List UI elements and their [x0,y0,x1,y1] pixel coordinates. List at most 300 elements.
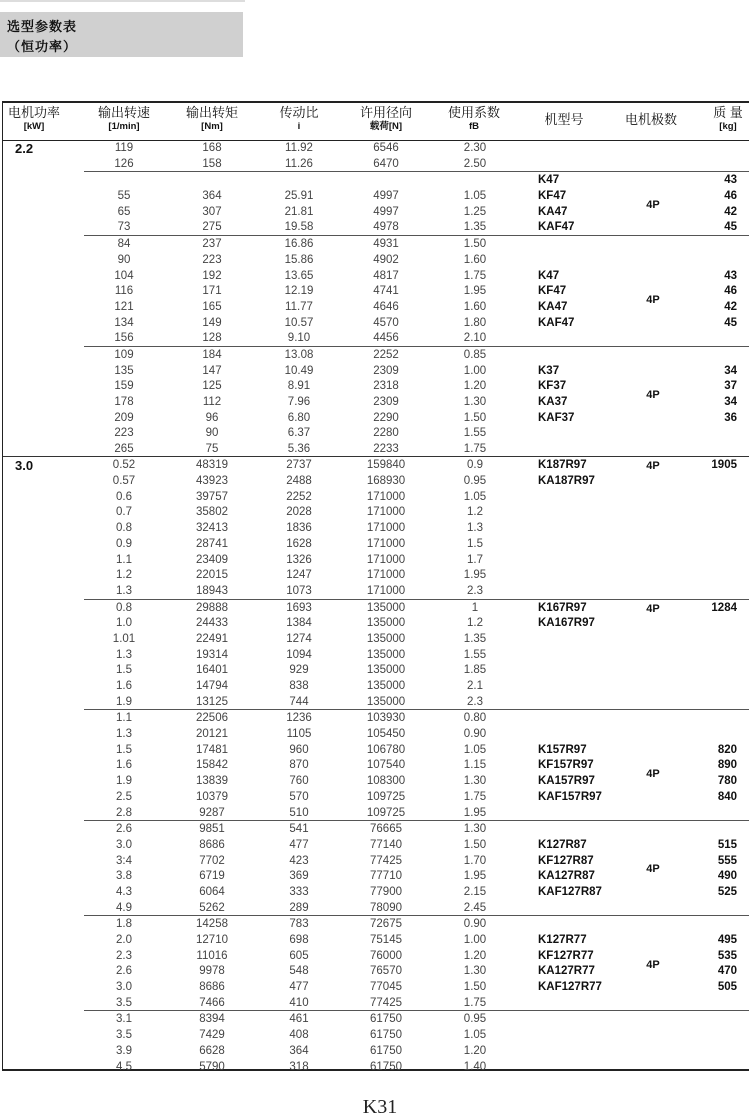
model-name: KA127R87 [538,870,595,883]
table-row [84,1043,749,1059]
ratio-cell: 1105 [286,728,312,741]
header-service-factor [448,106,500,133]
model-group [84,346,749,457]
ratio-cell: 19.58 [284,221,314,234]
table-row [84,805,749,821]
table-row [84,694,749,710]
motor-poles-value: 4P [646,863,660,876]
torque-cell: 237 [202,238,222,251]
service-factor-cell: 2.3 [467,584,483,597]
radial-load-cell: 4978 [373,221,399,234]
service-factor-cell: 2.10 [463,332,487,345]
header-mass [713,106,743,133]
ratio-cell: 605 [289,949,309,962]
speed-cell: 223 [114,427,134,440]
speed-cell: 2.6 [116,965,132,978]
model-name: K47 [538,174,560,187]
page-number: K31 [362,1096,398,1118]
service-factor-cell: 1.80 [463,316,487,329]
radial-load-cell: 105450 [366,728,406,741]
radial-load-cell: 4997 [373,190,399,203]
model-name: KAF157R97 [538,790,602,803]
torque-cell: 5790 [199,1060,225,1073]
torque-cell: 24433 [196,617,228,630]
header-unit: 载荷[N] [369,121,403,132]
radial-load-cell: 4902 [373,253,399,266]
speed-cell: 135 [114,364,134,377]
speed-cell: 1.9 [116,775,132,788]
mass-value: 515 [717,838,737,851]
speed-cell: 156 [114,332,134,345]
radial-load-cell: 76000 [370,949,402,962]
header-ratio [279,106,318,133]
model-group [84,235,749,346]
service-factor-cell: 1 [471,601,479,614]
speed-cell: 3.9 [116,1044,132,1057]
torque-cell: 32413 [196,522,228,535]
torque-cell: 275 [202,221,222,234]
radial-load-cell: 2252 [373,348,399,361]
model-name: K127R77 [538,934,587,947]
model-name: KAF47 [538,316,575,329]
ratio-cell: 318 [289,1060,309,1073]
radial-load-cell: 77045 [370,981,402,994]
radial-load-cell: 171000 [366,506,406,519]
speed-cell: 3:4 [116,854,132,867]
table-row [84,916,749,932]
model-group [84,820,749,915]
model-group [84,1010,749,1074]
table-row [84,268,749,284]
torque-cell: 128 [202,332,222,345]
table-row [84,489,749,505]
service-factor-cell: 1.85 [463,664,487,677]
speed-cell: 134 [114,316,134,329]
service-factor-cell: 1.25 [463,205,487,218]
radial-load-cell: 168930 [366,475,406,488]
ratio-cell: 410 [289,996,309,1009]
ratio-cell: 16.86 [284,238,314,251]
radial-load-cell: 75145 [370,934,402,947]
table-row [84,900,749,916]
table-row [84,441,749,457]
service-factor-cell: 1.75 [463,269,487,282]
radial-load-cell: 4646 [373,300,399,313]
model-name: KF127R77 [538,949,594,962]
model-group [84,140,749,171]
torque-cell: 8394 [199,1013,225,1026]
torque-cell: 96 [205,411,219,424]
motor-poles-value: 4P [646,460,660,473]
service-factor-cell: 2.45 [463,901,487,914]
table-row [84,156,749,172]
model-name: KF127R87 [538,854,594,867]
power-section [3,456,749,1074]
ratio-cell: 11.92 [285,142,313,154]
model-name: KA157R97 [538,775,595,788]
speed-cell: 265 [114,443,134,456]
table-row [84,567,749,583]
table-row [84,662,749,678]
model-name: KF47 [538,285,567,298]
model-group [84,599,749,710]
ratio-cell: 870 [289,759,309,772]
table-row [84,236,749,252]
speed-cell: 178 [114,396,134,408]
mass-value: 43 [724,269,737,282]
service-factor-cell: 1.60 [463,253,487,266]
model-name: KF37 [538,380,567,393]
radial-load-cell: 72675 [370,918,402,931]
service-factor-cell: 1.40 [463,1060,487,1073]
ratio-cell: 461 [289,1013,309,1026]
model-group [84,171,749,235]
table-row [84,252,749,268]
model-group [84,457,749,598]
service-factor-cell: 1.2 [467,506,483,519]
mass-value: 46 [724,190,737,203]
torque-cell: 22491 [196,632,228,645]
speed-cell: 73 [117,221,131,234]
radial-load-cell: 171000 [366,522,406,535]
torque-cell: 168 [202,142,222,154]
torque-cell: 5262 [199,901,225,914]
ratio-cell: 1693 [286,601,312,614]
header-motor-power [8,106,60,133]
table-row [84,504,749,520]
ratio-cell: 1628 [286,537,312,550]
ratio-cell: 960 [289,743,309,756]
service-factor-cell: 1.75 [463,790,487,803]
speed-cell: 4.3 [116,885,132,898]
table-row [84,347,749,363]
mass-value: 36 [724,411,737,424]
mass-value: 495 [717,934,737,947]
selection-parameter-table [2,101,749,1071]
service-factor-cell: 1.05 [463,190,487,203]
torque-cell: 307 [202,205,222,218]
radial-load-cell: 135000 [366,695,406,708]
mass-value: 43 [724,174,737,187]
torque-cell: 223 [202,253,222,266]
speed-cell: 0.8 [116,522,132,535]
ratio-cell: 477 [289,838,309,851]
torque-cell: 6628 [199,1044,225,1057]
motor-poles-value: 4P [646,958,660,971]
torque-cell: 7702 [199,854,225,867]
torque-cell: 364 [202,190,222,203]
service-factor-cell: 1.50 [463,411,487,424]
radial-load-cell: 2290 [373,411,399,424]
torque-cell: 149 [202,316,222,329]
mass-value: 45 [724,316,737,329]
table-row [84,678,749,694]
service-factor-cell: 1.95 [463,870,487,883]
header-label: 传动比 [279,105,319,120]
model-name: K157R97 [538,743,587,756]
subtitle: （恒功率） [7,39,78,54]
ratio-cell: 698 [289,934,309,947]
service-factor-cell: 0.95 [463,475,487,488]
ratio-cell: 5.36 [287,443,311,456]
ratio-cell: 15.86 [284,253,314,266]
radial-load-cell: 171000 [366,553,406,566]
service-factor-cell: 1.05 [463,490,487,503]
torque-cell: 28741 [196,537,228,550]
service-factor-cell: 2.15 [463,885,487,898]
speed-cell: 126 [114,157,134,170]
torque-cell: 9978 [199,965,225,978]
model-name: KAF47 [538,221,575,234]
service-factor-cell: 1.95 [463,285,487,298]
service-factor-cell: 1.75 [463,443,487,456]
radial-load-cell: 77425 [370,854,402,867]
service-factor-cell: 1.5 [467,537,483,550]
radial-load-cell: 135000 [366,617,406,630]
table-row [84,884,749,900]
torque-cell: 14794 [196,680,228,693]
torque-cell: 48319 [196,459,228,472]
header-unit: [Nm] [201,121,223,132]
radial-load-cell: 76570 [370,965,402,978]
speed-cell: 1.3 [116,648,132,661]
speed-cell: 1.3 [116,728,132,741]
motor-poles-value: 4P [646,294,660,307]
radial-load-cell: 6470 [373,157,399,170]
service-factor-cell: 1.30 [463,823,487,836]
motor-poles-value: 4P [646,198,660,211]
mass-value: 490 [717,870,737,883]
ratio-cell: 1274 [286,632,312,645]
ratio-cell: 12.19 [284,285,314,298]
mass-value: 555 [717,854,737,867]
ratio-cell: 13.65 [284,269,314,282]
mass-value: 470 [717,965,737,978]
mass-value: 505 [717,981,737,994]
radial-load-cell: 135000 [366,601,406,614]
mass-value: 42 [724,300,737,313]
ratio-cell: 1384 [286,617,312,630]
motor-power-value: 3.0 [15,458,34,474]
ratio-cell: 25.91 [284,190,314,203]
ratio-cell: 8.91 [287,380,311,393]
radial-load-cell: 2309 [373,364,399,377]
model-group [84,915,749,1010]
service-factor-cell: 0.80 [463,712,487,725]
speed-cell: 2.6 [116,823,132,836]
table-row [84,520,749,536]
service-factor-cell: 0.95 [463,1013,487,1026]
ratio-cell: 783 [289,918,309,931]
mass-value: 37 [724,380,737,393]
torque-cell: 75 [205,443,219,456]
radial-load-cell: 77425 [370,996,402,1009]
table-row [84,410,749,426]
torque-cell: 6719 [199,870,225,883]
model-name: KA47 [538,300,568,313]
torque-cell: 23409 [196,553,228,566]
model-name: KA167R97 [538,617,595,630]
radial-load-cell: 2280 [373,427,399,440]
ratio-cell: 1326 [286,553,312,566]
motor-power-value: 2.2 [15,141,34,156]
model-name: K47 [538,269,560,282]
table-row [84,631,749,647]
model-name: KA47 [538,205,568,218]
header-unit: i [297,121,301,132]
service-factor-cell: 0.9 [467,459,483,472]
radial-load-cell: 61750 [370,1029,402,1042]
header-unit: [1/min] [108,121,140,132]
ratio-cell: 2028 [286,506,312,519]
service-factor-cell: 1.95 [463,806,487,819]
torque-cell: 9851 [199,823,225,836]
speed-cell: 3.0 [116,838,132,851]
radial-load-cell: 135000 [366,680,406,693]
motor-poles-value: 4P [646,768,660,781]
ratio-cell: 6.37 [287,427,311,440]
torque-cell: 22506 [196,712,228,725]
ratio-cell: 11.26 [285,157,313,170]
header-label: 输出转速 [97,105,151,120]
ratio-cell: 364 [289,1044,309,1057]
ratio-cell: 10.49 [284,364,314,377]
table-row [84,789,749,805]
torque-cell: 22015 [196,569,228,582]
speed-cell: 116 [114,285,134,298]
table-row [84,1011,749,1027]
ratio-cell: 369 [289,870,309,883]
radial-load-cell: 106780 [366,743,406,756]
header-unit: [kW] [23,121,45,132]
service-factor-cell: 1.7 [467,553,483,566]
speed-cell: 3.5 [116,996,132,1009]
radial-load-cell: 6546 [373,142,399,154]
radial-load-cell: 4741 [373,285,399,298]
speed-cell: 0.57 [112,475,136,488]
torque-cell: 112 [202,396,222,408]
table-row [84,172,749,188]
model-name: K187R97 [538,459,587,472]
radial-load-cell: 76665 [370,823,402,836]
table-row [84,837,749,853]
mass-value: 820 [717,743,737,756]
model-name: KF157R97 [538,759,594,772]
radial-load-cell: 2318 [373,380,399,393]
speed-cell: 119 [114,142,134,154]
radial-load-cell: 2233 [373,443,399,456]
mass-value: 780 [717,775,737,788]
speed-cell: 1.2 [116,569,132,582]
speed-cell: 1.3 [116,584,132,597]
radial-load-cell: 171000 [366,490,406,503]
speed-cell: 1.1 [116,712,132,725]
mass-value: 840 [717,790,737,803]
ratio-cell: 2252 [286,490,312,503]
speed-cell: 55 [117,190,131,203]
torque-cell: 125 [202,380,222,393]
service-factor-cell: 1.20 [463,949,487,962]
mass-value: 890 [717,759,737,772]
model-name: KAF37 [538,411,575,424]
ratio-cell: 1836 [286,522,312,535]
speed-cell: 159 [114,380,134,393]
radial-load-cell: 107540 [366,759,406,772]
speed-cell: 1.6 [116,680,132,693]
header-label: 电机功率 [7,105,61,120]
radial-load-cell: 159840 [366,459,406,472]
service-factor-cell: 2.3 [467,695,483,708]
ratio-cell: 760 [289,775,309,788]
ratio-cell: 510 [289,806,309,819]
torque-cell: 6064 [199,885,225,898]
radial-load-cell: 77900 [370,885,402,898]
radial-load-cell: 4997 [373,205,399,218]
speed-cell: 4.9 [116,901,132,914]
table-row [84,979,749,995]
table-row [84,363,749,379]
speed-cell: 2.8 [116,806,132,819]
service-factor-cell: 1.30 [463,396,487,408]
radial-load-cell: 61750 [370,1060,402,1073]
torque-cell: 184 [202,348,222,361]
mass-value: 535 [717,949,737,962]
speed-cell: 2.0 [116,934,132,947]
table-row [84,710,749,726]
motor-poles-value: 4P [646,389,660,402]
table-header [3,103,749,141]
service-factor-cell: 1.50 [463,838,487,851]
title-box [0,12,243,57]
ratio-cell: 1073 [286,584,312,597]
header-output-speed [98,106,150,133]
radial-load-cell: 135000 [366,648,406,661]
ratio-cell: 2488 [286,475,312,488]
radial-load-cell: 77140 [370,838,402,851]
table-row [84,1027,749,1043]
service-factor-cell: 2.30 [463,142,487,154]
header-radial-load [360,106,412,133]
header-label: 输出转矩 [185,105,239,120]
torque-cell: 171 [202,285,222,298]
torque-cell: 12710 [196,934,228,947]
mass-value: 45 [724,221,737,234]
torque-cell: 20121 [196,728,228,741]
ratio-cell: 9.10 [287,332,311,345]
service-factor-cell: 1.75 [463,996,487,1009]
radial-load-cell: 4456 [373,332,399,345]
radial-load-cell: 109725 [366,806,406,819]
service-factor-cell: 0.90 [463,918,487,931]
torque-cell: 43923 [196,475,228,488]
radial-load-cell: 171000 [366,569,406,582]
service-factor-cell: 1.20 [463,1044,487,1057]
table-row [84,742,749,758]
torque-cell: 17481 [196,743,228,756]
service-factor-cell: 2.1 [467,680,483,693]
table-row [84,821,749,837]
speed-cell: 4.5 [116,1060,132,1073]
torque-cell: 147 [202,364,222,377]
table-row [84,219,749,235]
speed-cell: 65 [117,205,131,218]
torque-cell: 13125 [196,695,228,708]
ratio-cell: 21.81 [284,205,314,218]
model-name: KA187R97 [538,475,595,488]
torque-cell: 8686 [199,981,225,994]
service-factor-cell: 0.85 [463,348,487,361]
mass-value: 34 [724,364,737,377]
